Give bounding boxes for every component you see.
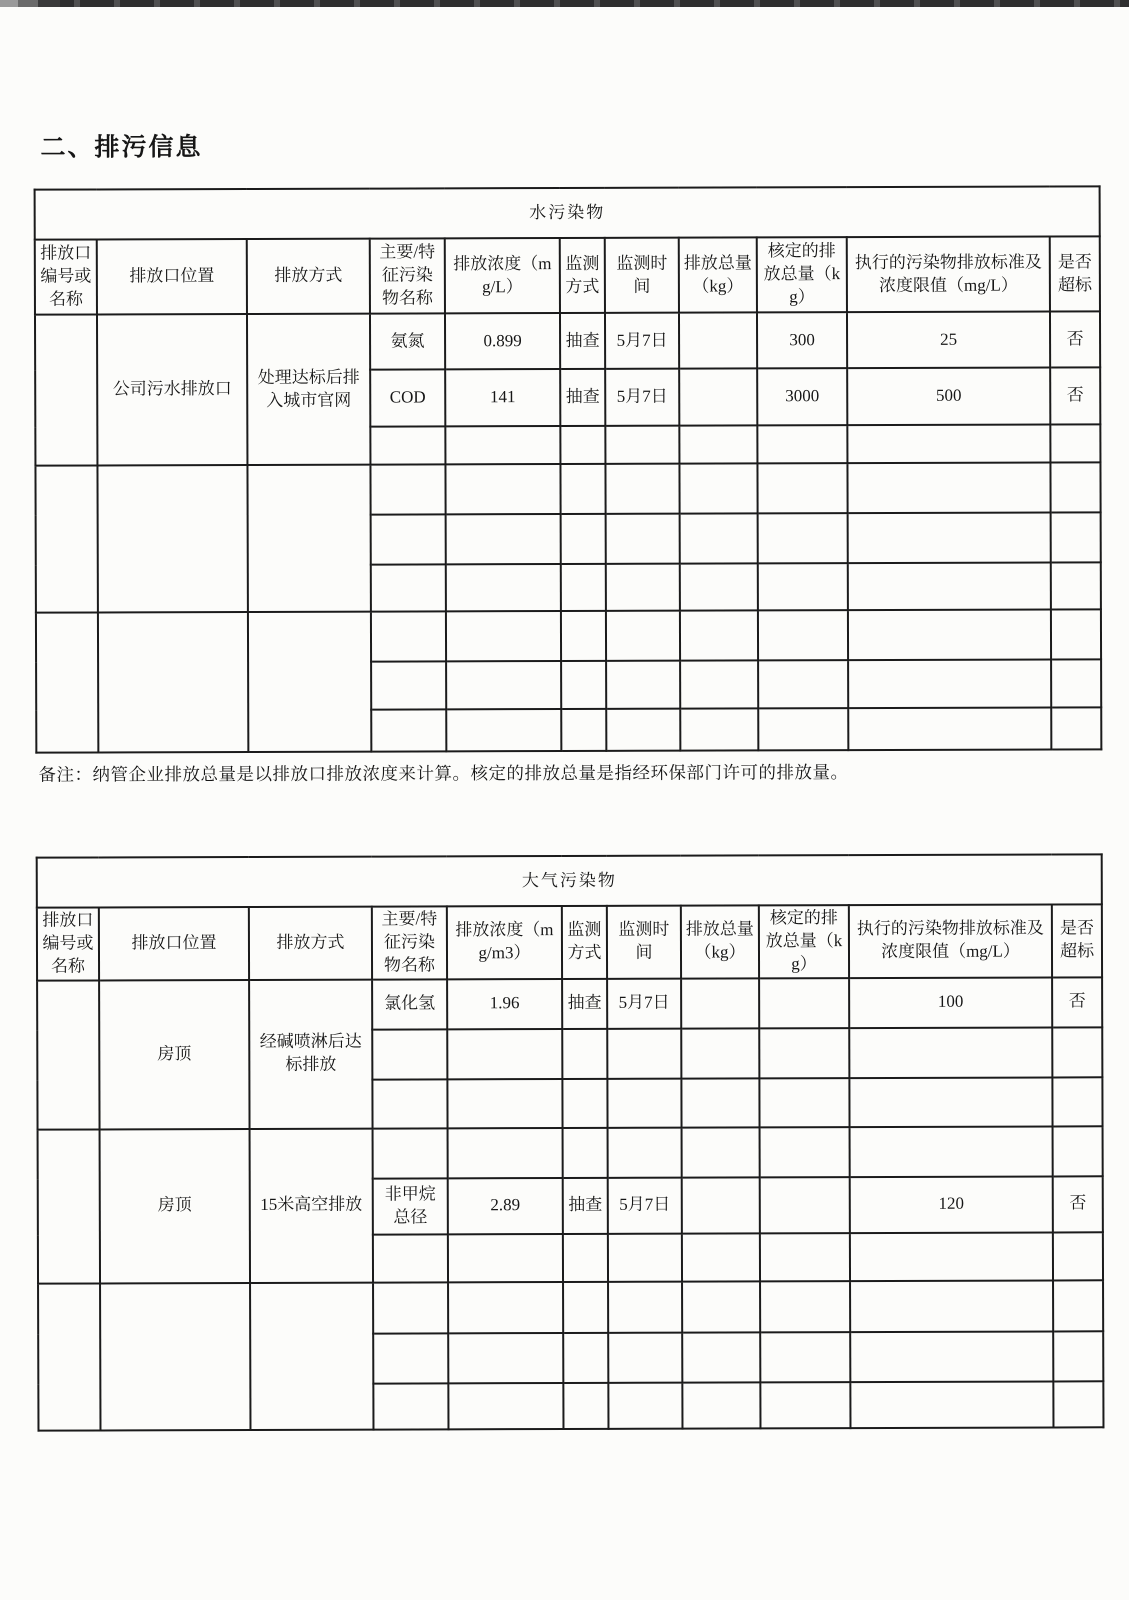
standard-limit-cell <box>847 462 1050 513</box>
column-header-approved-total: 核定的排放总量（kg） <box>757 237 847 312</box>
approved-total-cell <box>759 978 849 1028</box>
monitor-method-cell <box>561 514 606 564</box>
column-header-concentration: 排放浓度（mg/m3） <box>447 906 562 979</box>
discharge-method-cell: 处理达标后排入城市官网 <box>247 314 370 465</box>
table-row <box>35 462 1100 515</box>
concentration-cell: 1.96 <box>447 979 562 1029</box>
table-title-row <box>37 854 1102 907</box>
standard-limit-cell <box>850 1126 1053 1177</box>
discharge-method-cell: 经碱喷淋后达标排放 <box>249 979 372 1128</box>
concentration-cell <box>447 1079 562 1128</box>
outlet-location-cell <box>97 465 247 612</box>
column-header-standard-limit: 执行的污染物排放标准及浓度限值（mg/L） <box>847 236 1050 312</box>
outlet-id-cell <box>37 980 99 1129</box>
standard-limit-cell: 100 <box>849 977 1052 1028</box>
monitor-time-cell <box>606 661 680 709</box>
exceed-cell <box>1051 659 1101 707</box>
total-discharge-cell <box>680 660 758 708</box>
standard-limit-cell <box>848 512 1051 563</box>
total-discharge-cell <box>679 368 757 425</box>
concentration-cell <box>446 564 561 611</box>
approved-total-cell <box>759 1078 849 1127</box>
monitor-method-cell <box>563 1234 608 1282</box>
standard-limit-cell <box>848 562 1051 610</box>
column-header-discharge-method: 排放方式 <box>247 239 370 314</box>
concentration-cell: 0.899 <box>445 313 560 369</box>
total-discharge-cell <box>680 513 758 563</box>
column-header-exceed: 是否超标 <box>1050 236 1100 311</box>
column-header-discharge-method: 排放方式 <box>249 907 372 980</box>
table-title: 大气污染物 <box>37 854 1102 907</box>
standard-limit-cell <box>850 1232 1053 1281</box>
standard-limit-cell: 120 <box>850 1176 1053 1233</box>
monitor-method-cell: 抽查 <box>563 1178 608 1234</box>
concentration-cell: 141 <box>445 369 560 426</box>
concentration-cell <box>446 709 561 751</box>
column-header-pollutant: 主要/特征污染物名称 <box>372 906 447 979</box>
monitor-method-cell <box>562 1029 607 1079</box>
pollutant-cell <box>370 426 445 464</box>
approved-total-cell <box>757 425 847 463</box>
table-row <box>38 1280 1103 1334</box>
concentration-cell: 2.89 <box>448 1178 563 1234</box>
approved-total-cell <box>760 1177 850 1233</box>
concentration-cell <box>448 1282 563 1333</box>
outlet-location-cell: 房顶 <box>99 980 249 1129</box>
concentration-cell <box>448 1383 563 1429</box>
exceed-cell <box>1053 1331 1103 1381</box>
total-discharge-cell <box>682 1233 760 1281</box>
pollutant-cell <box>372 1029 447 1079</box>
column-header-standard-limit: 执行的污染物排放标准及浓度限值（mg/L） <box>849 904 1052 977</box>
monitor-time-cell <box>606 709 680 751</box>
outlet-id-cell <box>36 612 98 752</box>
column-header-monitor-time: 监测时间 <box>607 906 681 979</box>
monitor-time-cell <box>608 1332 682 1382</box>
outlet-id-cell <box>38 1129 100 1283</box>
approved-total-cell <box>758 513 848 563</box>
monitor-time-cell <box>606 564 680 611</box>
approved-total-cell <box>760 1127 850 1177</box>
column-header-outlet-id: 排放口编号或名称 <box>37 907 99 980</box>
discharge-method-cell: 15米高空排放 <box>250 1128 373 1282</box>
approved-total-cell: 3000 <box>757 368 847 425</box>
total-discharge-cell <box>679 312 757 368</box>
column-header-total: 排放总量（kg） <box>679 237 757 312</box>
concentration-cell <box>446 514 561 564</box>
pollutant-cell <box>370 464 445 514</box>
concentration-cell <box>447 1029 562 1079</box>
exceed-cell <box>1051 512 1101 562</box>
total-discharge-cell <box>681 1078 759 1127</box>
monitor-time-cell <box>608 1281 682 1332</box>
total-discharge-cell <box>682 1127 760 1177</box>
outlet-location-cell: 房顶 <box>100 1129 250 1283</box>
pollutant-cell <box>373 1383 448 1429</box>
monitor-time-cell <box>608 1382 682 1428</box>
standard-limit-cell: 25 <box>847 311 1050 368</box>
pollutant-cell: COD <box>370 369 445 426</box>
total-discharge-cell <box>681 1028 759 1078</box>
monitor-method-cell <box>561 709 606 751</box>
approved-total-cell <box>758 563 848 610</box>
column-header-outlet-id: 排放口编号或名称 <box>35 239 97 314</box>
column-header-monitor-method: 监测方式 <box>562 906 607 979</box>
exceed-cell <box>1051 609 1101 659</box>
outlet-id-cell <box>38 1283 100 1430</box>
table-title: 水污染物 <box>35 186 1100 239</box>
approved-total-cell <box>760 1233 850 1281</box>
monitor-method-cell <box>561 661 606 709</box>
exceed-cell: 否 <box>1053 1176 1103 1232</box>
pollutant-cell <box>371 564 446 611</box>
total-discharge-cell <box>680 563 758 610</box>
monitor-method-cell: 抽查 <box>560 369 605 426</box>
approved-total-cell <box>758 708 848 750</box>
page-title: 二、排污信息 <box>40 134 203 162</box>
table-row <box>36 609 1101 662</box>
exceed-cell: 否 <box>1050 311 1100 367</box>
monitor-method-cell <box>563 1128 608 1178</box>
exceed-cell <box>1051 707 1101 749</box>
monitor-method-cell <box>561 564 606 611</box>
concentration-cell <box>446 611 561 661</box>
exceed-cell <box>1051 562 1101 609</box>
approved-total-cell <box>759 1028 849 1078</box>
exceed-cell: 否 <box>1052 977 1102 1027</box>
standard-limit-cell <box>850 1381 1053 1428</box>
column-header-exceed: 是否超标 <box>1052 904 1102 977</box>
discharge-method-cell <box>247 465 370 612</box>
column-header-monitor-method: 监测方式 <box>560 238 605 313</box>
exceed-cell <box>1050 424 1100 462</box>
outlet-id-cell <box>35 465 97 612</box>
column-header-pollutant: 主要/特征污染物名称 <box>370 238 445 313</box>
monitor-method-cell: 抽查 <box>562 979 607 1029</box>
total-discharge-cell <box>679 425 757 463</box>
standard-limit-cell <box>850 1331 1053 1382</box>
standard-limit-cell <box>847 424 1050 463</box>
standard-limit-cell <box>848 659 1051 708</box>
monitor-time-cell <box>608 1233 682 1281</box>
concentration-cell <box>448 1234 563 1282</box>
standard-limit-cell <box>849 1027 1052 1078</box>
monitor-method-cell: 抽查 <box>560 313 605 369</box>
monitor-time-cell <box>608 1127 682 1177</box>
exceed-cell <box>1053 1280 1103 1331</box>
monitor-method-cell <box>562 1079 607 1128</box>
outlet-location-cell: 公司污水排放口 <box>97 314 247 465</box>
concentration-cell <box>446 661 561 709</box>
monitor-time-cell: 5月7日 <box>605 313 679 369</box>
monitor-method-cell <box>560 464 605 514</box>
water-pollutant-table <box>34 185 1103 753</box>
total-discharge-cell <box>682 1332 760 1382</box>
concentration-cell <box>445 426 560 464</box>
pollutant-cell: 氯化氢 <box>372 979 447 1029</box>
pollutant-cell: 氨氮 <box>370 313 445 369</box>
exceed-cell <box>1053 1126 1103 1176</box>
concentration-cell <box>448 1128 563 1178</box>
approved-total-cell <box>760 1281 850 1332</box>
total-discharge-cell <box>682 1382 760 1428</box>
monitor-time-cell: 5月7日 <box>608 1177 682 1233</box>
monitor-time-cell: 5月7日 <box>605 369 679 426</box>
exceed-cell <box>1050 462 1100 512</box>
approved-total-cell <box>760 1332 850 1382</box>
exceed-cell <box>1053 1232 1103 1280</box>
column-header-total: 排放总量（kg） <box>681 905 759 978</box>
exceed-cell: 否 <box>1050 367 1100 424</box>
approved-total-cell <box>758 660 848 708</box>
pollutant-cell <box>371 661 446 709</box>
monitor-method-cell <box>563 1333 608 1383</box>
table-header-row <box>35 236 1100 314</box>
total-discharge-cell <box>680 610 758 660</box>
table-footnote: 备注：纳管企业排放总量是以排放口排放浓度来计算。核定的排放总量是指经环保部门许可的排放量。 <box>38 762 849 785</box>
pollutant-cell <box>373 1234 448 1282</box>
standard-limit-cell <box>849 1077 1052 1127</box>
table-row <box>38 1126 1103 1179</box>
column-header-location: 排放口位置 <box>97 239 247 314</box>
table-row <box>37 977 1102 1030</box>
pollutant-cell: 非甲烷总径 <box>373 1178 448 1234</box>
pollutant-cell <box>373 1333 448 1383</box>
table-row <box>35 311 1100 370</box>
approved-total-cell <box>758 610 848 660</box>
monitor-time-cell <box>605 426 679 464</box>
monitor-method-cell <box>560 426 605 464</box>
monitor-method-cell <box>563 1383 608 1429</box>
pollutant-cell <box>373 1128 448 1178</box>
air-pollutant-table <box>36 853 1105 1431</box>
outlet-location-cell <box>100 1283 250 1430</box>
exceed-cell <box>1053 1381 1103 1427</box>
exceed-cell <box>1052 1027 1102 1077</box>
standard-limit-cell <box>848 609 1051 660</box>
monitor-time-cell <box>606 611 680 661</box>
total-discharge-cell <box>680 708 758 750</box>
column-header-location: 排放口位置 <box>99 907 249 980</box>
approved-total-cell: 300 <box>757 312 847 368</box>
total-discharge-cell <box>681 978 759 1028</box>
pollutant-cell <box>371 514 446 564</box>
outlet-location-cell <box>98 612 248 752</box>
approved-total-cell <box>760 1382 850 1428</box>
pollutant-cell <box>372 1079 447 1128</box>
concentration-cell <box>448 1333 563 1383</box>
monitor-time-cell <box>606 514 680 564</box>
monitor-method-cell <box>561 611 606 661</box>
standard-limit-cell <box>850 1280 1053 1332</box>
discharge-method-cell <box>250 1282 373 1429</box>
monitor-time-cell <box>607 1078 681 1127</box>
pollutant-cell <box>371 709 446 751</box>
table-title-row <box>35 186 1100 239</box>
monitor-time-cell: 5月7日 <box>607 978 681 1028</box>
exceed-cell <box>1052 1077 1102 1126</box>
pollutant-cell <box>371 611 446 661</box>
approved-total-cell <box>757 463 847 513</box>
concentration-cell <box>445 464 560 514</box>
total-discharge-cell <box>682 1281 760 1332</box>
discharge-method-cell <box>248 612 371 752</box>
standard-limit-cell: 500 <box>847 367 1050 425</box>
pollutant-cell <box>373 1282 448 1333</box>
monitor-method-cell <box>563 1282 608 1333</box>
monitor-time-cell <box>605 464 679 514</box>
standard-limit-cell <box>848 707 1051 750</box>
column-header-approved-total: 核定的排放总量（kg） <box>759 905 849 978</box>
table-header-row <box>37 904 1102 980</box>
total-discharge-cell <box>679 463 757 513</box>
outlet-id-cell <box>35 314 97 465</box>
column-header-monitor-time: 监测时间 <box>605 238 679 313</box>
monitor-time-cell <box>607 1028 681 1078</box>
total-discharge-cell <box>682 1177 760 1233</box>
column-header-concentration: 排放浓度（mg/L） <box>445 238 560 313</box>
